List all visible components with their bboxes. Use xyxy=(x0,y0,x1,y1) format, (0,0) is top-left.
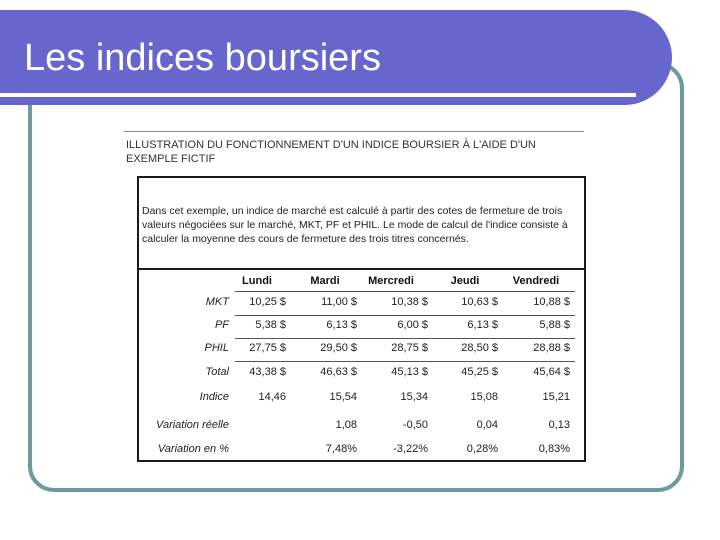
table-cell: 15,34 xyxy=(400,391,428,403)
column-header-mardi: Mardi xyxy=(310,275,340,287)
table-cell: 15,21 xyxy=(542,391,570,403)
box-divider xyxy=(139,268,584,270)
table-cell: 28,75 $ xyxy=(391,342,428,354)
table-cell: 27,75 $ xyxy=(249,342,286,354)
table-cell: 43,38 $ xyxy=(249,366,286,378)
row-separator xyxy=(235,291,575,292)
table-cell: 10,88 $ xyxy=(533,296,570,308)
row-label: Indice xyxy=(199,391,229,403)
table-cell: 14,46 xyxy=(258,391,286,403)
table-cell: 6,13 $ xyxy=(326,319,357,331)
table-cell: 29,50 $ xyxy=(320,342,357,354)
example-intro-text: Dans cet exemple, un indice de marché est calculé à partir des cotes de fermeture de trois valeurs négociées sur le marché, MKT, PF et PHIL. Le mode de calcul de l'indice consiste à calculer la moyenne des cours de fermeture des trois titres concernés. xyxy=(142,205,568,245)
table-cell: -0,50 xyxy=(402,419,428,431)
row-label: PHIL xyxy=(204,342,229,354)
column-header-lundi: Lundi xyxy=(242,275,272,287)
table-cell: 0,13 xyxy=(548,419,570,431)
title-underline xyxy=(0,93,636,97)
table-cell: 28,50 $ xyxy=(461,342,498,354)
table-cell: 10,25 $ xyxy=(249,296,286,308)
column-header-mercredi: Mercredi xyxy=(368,275,414,287)
figure-top-rule xyxy=(124,131,584,132)
table-cell: 5,88 $ xyxy=(539,319,570,331)
row-separator xyxy=(235,361,575,362)
row-label: Variation en % xyxy=(157,443,229,455)
table-cell: -3,22% xyxy=(393,443,428,455)
table-cell: 0,04 xyxy=(476,419,498,431)
row-label: Total xyxy=(205,366,229,378)
table-cell: 45,13 $ xyxy=(391,366,428,378)
table-cell: 11,00 $ xyxy=(321,296,357,308)
table-cell: 6,13 $ xyxy=(467,319,498,331)
row-separator xyxy=(235,338,575,339)
table-cell: 10,38 $ xyxy=(391,296,428,308)
column-header-vendredi: Vendredi xyxy=(512,275,560,287)
figure-caption: ILLUSTRATION DU FONCTIONNEMENT D'UN INDICE BOURSIER À L'AIDE D'UN EXEMPLE FICTIF xyxy=(126,139,536,165)
column-header-jeudi: Jeudi xyxy=(450,275,480,287)
table-cell: 28,88 $ xyxy=(533,342,570,354)
table-cell: 45,64 $ xyxy=(533,366,570,378)
row-label: MKT xyxy=(205,296,229,308)
table-cell: 7,48% xyxy=(325,443,357,455)
row-separator xyxy=(235,315,575,316)
row-label: PF xyxy=(214,319,229,331)
table-cell: 5,38 $ xyxy=(255,319,286,331)
table-cell: 6,00 $ xyxy=(397,319,428,331)
example-table-box xyxy=(137,176,586,462)
table-cell: 45,25 $ xyxy=(461,366,498,378)
table-cell: 10,63 $ xyxy=(461,296,498,308)
table-cell: 0,28% xyxy=(466,443,498,455)
table-cell: 15,54 xyxy=(329,391,357,403)
table-cell: 1,08 xyxy=(335,419,357,431)
table-cell: 0,83% xyxy=(538,443,570,455)
table-cell: 46,63 $ xyxy=(320,366,357,378)
row-label: Variation réelle xyxy=(156,419,229,431)
slide-title: Les indices boursiers xyxy=(24,37,381,79)
table-cell: 15,08 xyxy=(470,391,498,403)
